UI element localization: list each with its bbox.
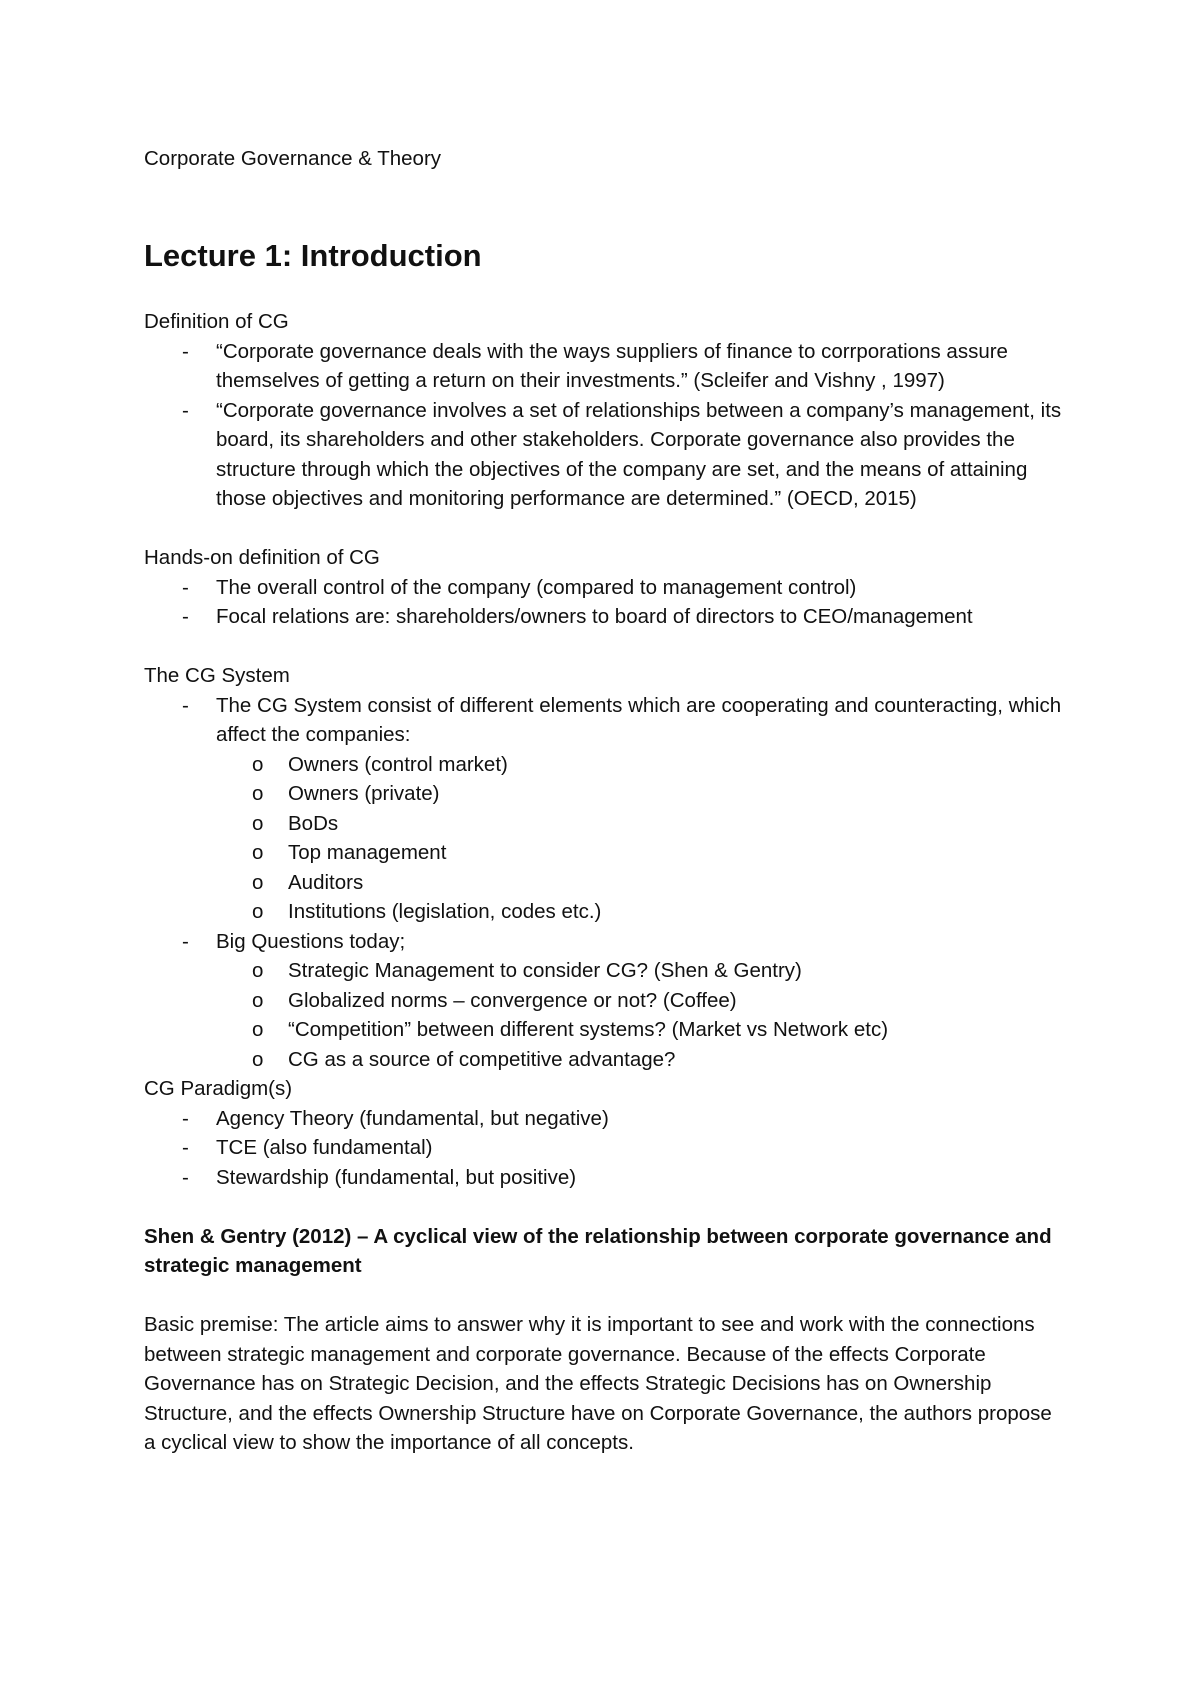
element-item: [216, 779, 1064, 809]
definition-text: “Corporate governance involves a set of relationships between a company’s management, its board, its shareholders and other stakeholders. Corporate governance also provides the structure through which the objectives of the company are set, and the means of attaining those objectives and monitoring performance are determined.” (OECD, 2015): [216, 398, 1062, 510]
handson-text: Focal relations are: shareholders/owners to board of directors to CEO/management: [216, 605, 973, 628]
paradigm-text: TCE (also fundamental): [216, 1136, 433, 1159]
definition-heading: Definition of CG: [144, 310, 289, 333]
circle-bullet: o: [252, 1018, 264, 1041]
element-text: Top management: [288, 841, 447, 864]
element-text: Owners (control market): [288, 752, 508, 776]
element-text: BoDs: [288, 811, 339, 835]
system-item: [144, 927, 1064, 957]
questions-list: [144, 956, 1064, 1074]
dash-bullet: -: [182, 605, 189, 628]
definition-list: [144, 337, 1064, 514]
element-text: Auditors: [288, 870, 364, 894]
circle-bullet: o: [252, 782, 264, 805]
element-item: [216, 868, 1064, 898]
question-item: [216, 956, 1064, 986]
lecture-title: Lecture 1: Introduction: [144, 238, 482, 273]
dash-bullet: -: [182, 339, 189, 363]
dash-bullet: -: [182, 1165, 189, 1189]
system-list: [144, 691, 1064, 750]
dash-bullet: -: [182, 398, 189, 422]
article-premise: Basic premise: The article aims to answer why it is important to see and work with the connections between strategic management and corporate governance. Because of the effects Corporate Governance has on Strategic Decision, and the effects Strategic Decisions has on Ownership Structure, and the effects Ownership Structure have on Corporate Governance, the authors propose a cyclical view to show the importance of all concepts.: [144, 1313, 1052, 1454]
paradigms-heading: CG Paradigm(s): [144, 1077, 293, 1100]
element-item: [216, 809, 1064, 839]
circle-bullet: o: [252, 959, 264, 982]
circle-bullet: o: [252, 870, 264, 894]
paradigm-text: Stewardship (fundamental, but positive): [216, 1165, 577, 1189]
document-body: [144, 307, 1064, 1458]
element-item: [216, 897, 1064, 927]
circle-bullet: o: [252, 988, 264, 1012]
definition-item: [144, 396, 1064, 514]
system-text: The CG System consist of different elements which are cooperating and counteracting, which affect the companies:: [216, 693, 1062, 746]
dash-bullet: -: [182, 693, 189, 717]
document-header: Corporate Governance & Theory: [144, 147, 442, 170]
system-item: [144, 691, 1064, 750]
question-item: [216, 986, 1064, 1016]
element-text: Owners (private): [288, 782, 440, 805]
question-item: [216, 1045, 1064, 1075]
circle-bullet: o: [252, 752, 264, 776]
circle-bullet: o: [252, 1047, 264, 1071]
paradigm-item: [144, 1133, 1064, 1163]
element-item: [216, 750, 1064, 780]
handson-item: [144, 573, 1064, 603]
question-text: Strategic Management to consider CG? (Shen & Gentry): [288, 959, 802, 982]
dash-bullet: -: [182, 1106, 189, 1130]
definition-text: “Corporate governance deals with the ways suppliers of finance to corrporations assure themselves of getting a return on their investments.” (Scleifer and Vishny , 1997): [216, 339, 1008, 392]
paradigms-list: [144, 1104, 1064, 1193]
questions-intro-list: [144, 927, 1064, 957]
system-text: Big Questions today;: [216, 929, 406, 953]
paradigm-text: Agency Theory (fundamental, but negative): [216, 1106, 609, 1130]
dash-bullet: -: [182, 1136, 189, 1159]
handson-list: [144, 573, 1064, 632]
paradigm-item: [144, 1104, 1064, 1134]
circle-bullet: o: [252, 900, 264, 923]
handson-heading: Hands-on definition of CG: [144, 546, 380, 569]
element-text: Institutions (legislation, codes etc.): [288, 900, 602, 923]
article-heading: Shen & Gentry (2012) – A cyclical view of the relationship between corporate governance and strategic management: [144, 1224, 1052, 1277]
circle-bullet: o: [252, 811, 264, 835]
question-text: “Competition” between different systems? (Market vs Network etc): [288, 1018, 889, 1041]
system-heading: The CG System: [144, 664, 290, 687]
question-text: CG as a source of competitive advantage?: [288, 1047, 676, 1071]
handson-text: The overall control of the company (compared to management control): [216, 575, 857, 599]
handson-item: [144, 602, 1064, 632]
paradigm-item: [144, 1163, 1064, 1193]
dash-bullet: -: [182, 929, 189, 953]
elements-list: [144, 750, 1064, 927]
dash-bullet: -: [182, 575, 189, 599]
question-item: [216, 1015, 1064, 1045]
circle-bullet: o: [252, 841, 264, 864]
element-item: [216, 838, 1064, 868]
question-text: Globalized norms – convergence or not? (Coffee): [288, 988, 737, 1012]
definition-item: [144, 337, 1064, 396]
